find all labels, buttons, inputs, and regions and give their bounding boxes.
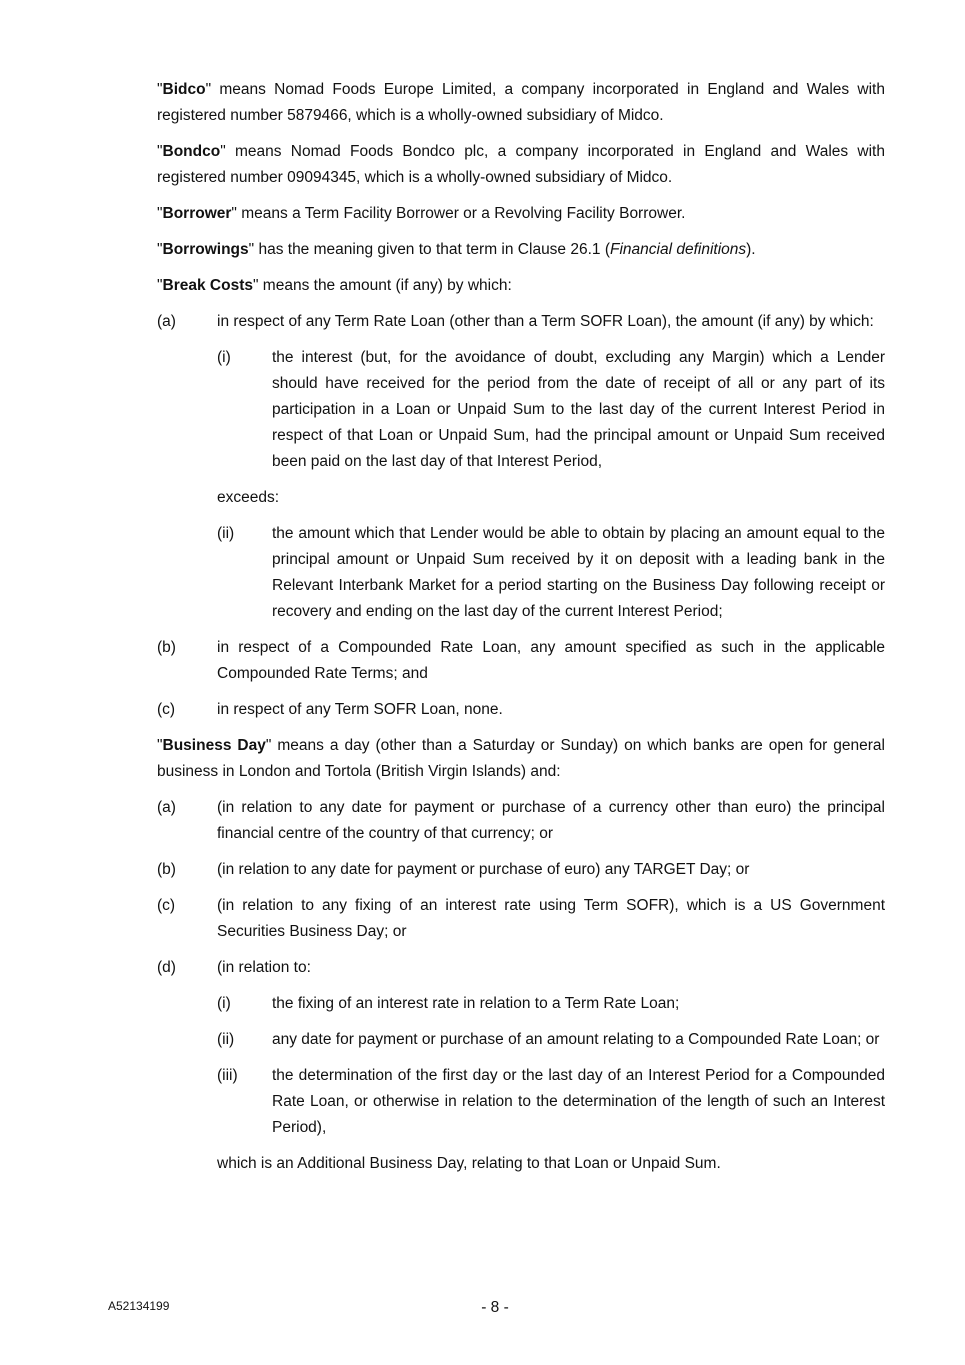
item-text: in respect of any Term SOFR Loan, none.	[217, 701, 503, 718]
item-label: (i)	[217, 995, 231, 1012]
item-text: (in relation to any date for payment or purchase of a currency other than euro) the principal financial centre of the country of that currency; or	[217, 799, 885, 842]
item-label: (b)	[157, 639, 176, 656]
item-text: in respect of a Compounded Rate Loan, any amount specified as such in the applicable Compounded Rate Terms; and	[217, 639, 885, 682]
list-item	[157, 697, 885, 723]
item-label: (c)	[157, 701, 176, 718]
closing-text: which is an Additional Business Day, relating to that Loan or Unpaid Sum.	[217, 1155, 721, 1172]
list-item	[217, 345, 885, 475]
item-label: (b)	[157, 861, 176, 878]
cross-reference: Financial definitions	[610, 241, 747, 258]
definition-text: ).	[746, 241, 756, 258]
term: Break Costs	[162, 277, 253, 294]
item-text: (in relation to any date for payment or purchase of euro) any TARGET Day; or	[217, 861, 750, 878]
item-text: the interest (but, for the avoidance of doubt, excluding any Margin) which a Lender should have received for the period from the date of receipt of all or any part of its participation in a Loan or Unpaid Sum to the last day of the current Interest Period in respect of that Loan or Unpaid Sum, had the principal amount or Unpaid Sum received been paid on the last day of that Interest Period,	[272, 349, 885, 470]
list-item	[217, 521, 885, 625]
item-label: (a)	[157, 799, 176, 816]
definition-bidco: "Bidco" means Nomad Foods Europe Limited, a company incorporated in England and Wales with registered number 5879466, which is a wholly-owned subsidiary of Midco.	[157, 81, 885, 124]
item-text: any date for payment or purchase of an amount relating to a Compounded Rate Loan; or	[272, 1031, 880, 1048]
item-text: the determination of the first day or the last day of an Interest Period for a Compounded Rate Loan, or otherwise in relation to the determination of the length of such an Interest Period),	[272, 1067, 885, 1136]
item-label: (i)	[217, 349, 231, 366]
document-reference: A52134199	[108, 1299, 170, 1313]
document-body	[157, 77, 885, 1187]
list-item	[157, 857, 885, 883]
term: Business Day	[162, 737, 266, 754]
list-item	[157, 309, 885, 335]
item-text: in respect of any Term Rate Loan (other than a Term SOFR Loan), the amount (if any) by which:	[217, 313, 874, 330]
definition-break-costs: "Break Costs" means the amount (if any) by which:	[157, 277, 512, 294]
definition-borrowings: "Borrowings" has the meaning given to that term in Clause 26.1 (Financial definitions).	[157, 241, 756, 258]
item-text: the fixing of an interest rate in relation to a Term Rate Loan;	[272, 995, 680, 1012]
definition-bondco: "Bondco" means Nomad Foods Bondco plc, a company incorporated in England and Wales with registered number 09094345, which is a wholly-owned subsidiary of Midco.	[157, 143, 885, 186]
item-label: (a)	[157, 313, 176, 330]
list-item	[157, 795, 885, 847]
list-item	[157, 893, 885, 945]
definition-text: means Nomad Foods Europe Limited, a company incorporated in England and Wales with registered number 5879466, which is a wholly-owned subsidiary of Midco.	[157, 81, 885, 124]
item-label: (d)	[157, 959, 176, 976]
exceeds-text: exceeds:	[217, 489, 280, 506]
definition-text: has the meaning given to that term in Clause 26.1 (	[254, 241, 610, 258]
definition-text: means Nomad Foods Bondco plc, a company incorporated in England and Wales with registered number 09094345, which is a wholly-owned subsidiary of Midco.	[157, 143, 885, 186]
item-label: (c)	[157, 897, 176, 914]
list-item	[217, 1027, 885, 1053]
term: Bidco	[162, 81, 206, 98]
term: Bondco	[162, 143, 221, 160]
term: Borrowings	[162, 241, 249, 258]
list-item	[157, 635, 885, 687]
item-label: (ii)	[217, 525, 235, 542]
page-number: - 8 -	[481, 1299, 509, 1316]
term: Borrower	[162, 205, 232, 222]
definition-text: means the amount (if any) by which:	[258, 277, 512, 294]
definition-business-day: "Business Day" means a day (other than a Saturday or Sunday) on which banks are open for general business in London and Tortola (British Virgin Islands) and:	[157, 737, 885, 780]
list-item	[157, 955, 885, 981]
item-label: (iii)	[217, 1067, 238, 1084]
item-text: the amount which that Lender would be able to obtain by placing an amount equal to the principal amount or Unpaid Sum received by it on deposit with a leading bank in the Relevant Interbank Market for a period starting on the Business Day following receipt or recovery and ending on the last day of the current Interest Period;	[272, 525, 885, 620]
item-text: (in relation to any fixing of an interest rate using Term SOFR), which is a US Government Securities Business Day; or	[217, 897, 885, 940]
list-item	[217, 991, 885, 1017]
definition-text: means a Term Facility Borrower or a Revolving Facility Borrower.	[236, 205, 686, 222]
list-item	[217, 1063, 885, 1141]
item-text: (in relation to:	[217, 959, 311, 976]
item-label: (ii)	[217, 1031, 235, 1048]
definition-borrower: "Borrower" means a Term Facility Borrower or a Revolving Facility Borrower.	[157, 205, 686, 222]
definition-text: means a day (other than a Saturday or Sunday) on which banks are open for general business in London and Tortola (British Virgin Islands) and:	[157, 737, 885, 780]
